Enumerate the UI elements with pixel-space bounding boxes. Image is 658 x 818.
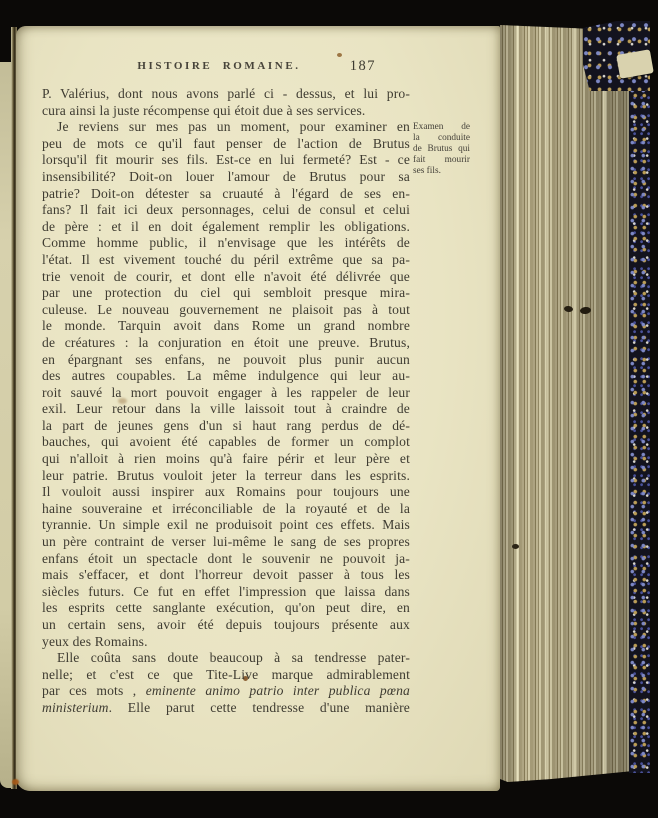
text-line: nelle; et c'est ce que Tite-Live marque admirablement xyxy=(42,666,410,682)
text-line: Il vouloit aussi inspirer aux Romains pour toujours une xyxy=(42,484,410,500)
text-line: la part de jeunes gens d'un si haut rang perdus de dé- xyxy=(42,417,410,433)
margin-note-line: Examen de xyxy=(413,122,470,132)
text-line: lorsqu'il fit mourir ses fils. Est-ce en lui fermeté? Est - ce xyxy=(42,152,410,168)
marbled-cover-paper xyxy=(629,23,650,773)
text-line: des autres coupables. La même indulgence qui leur au- xyxy=(42,368,410,384)
text-line: insensibilité? Doit-on louer l'amour de Brutus pour sa xyxy=(42,168,410,184)
text-line: Je reviens sur mes pas un moment, pour examiner en xyxy=(57,119,410,135)
text-line: exil. Leur retour dans la ville laissoit tout à craindre de xyxy=(42,401,410,417)
stain xyxy=(337,53,342,57)
text-line: leur patrie. Brutus vouloit jeter la terreur dans les esprits. xyxy=(42,467,410,483)
text-line: Comme homme public, il n'envisage que les intérêts de xyxy=(42,235,410,251)
running-title: HISTOIRE ROMAINE. xyxy=(137,60,301,72)
text-line: P. Valérius, dont nous avons parlé ci - dessus, et lui pro- xyxy=(42,86,410,101)
text-line: le monde. Tarquin avoit dans Rome un grand nombre xyxy=(42,318,410,334)
text-line: de père : et il en doit également remplir les obligations. xyxy=(42,218,410,234)
text-line: siècles futurs. Ce fut en effet l'impression que laissa dans xyxy=(42,583,410,599)
margin-note-line: ses fils. xyxy=(413,165,441,176)
text-line: l'état. Il est vivement touché du péril extrême que sa pa- xyxy=(42,251,410,267)
text-line: un certain sens, avoir été depuis toujours présente aux xyxy=(42,617,410,632)
text-line: par ces mots , eminente animo patrio inter publica pœna xyxy=(42,683,410,699)
text-line: mais s'effacer, et dont l'horreur devoit passer à tous les xyxy=(42,567,410,583)
text-line: roit sauvé la mort pouvoit engager à les rappeler de leur xyxy=(42,384,410,400)
text-line: un père contraint de verser lui-même le sang de ses propres xyxy=(42,534,410,550)
text-line: peu de mots ce qu'il faut penser de l'action de Brutus xyxy=(42,135,410,151)
stain xyxy=(12,779,19,785)
text-line: culeuse. Le nouveau gouvernement ne plaisoit pas à tout xyxy=(42,301,410,317)
text-line: en épargnant ses enfans, ne pouvoit plus punir aucun xyxy=(42,351,410,367)
text-line: ministerium. Elle parut cette tendresse d'une manière xyxy=(42,699,410,715)
margin-note-line: la conduite xyxy=(413,132,470,143)
text-line: bauches, qui avoient été capables de former un complot xyxy=(42,434,410,450)
text-line: fans? Il fait ici deux personnages, celui de consul et celui xyxy=(42,202,410,218)
margin-note-line: de Brutus qui xyxy=(413,143,470,154)
text-line: enfans étoit un spectacle dont le souvenir ne pouvoit ja- xyxy=(42,550,410,566)
margin-note xyxy=(413,122,470,177)
text-line: cura ainsi la juste récompense qui étoit due à ses services. xyxy=(42,102,366,118)
running-head xyxy=(42,60,410,78)
text-line: Elle coûta sans doute beaucoup à sa tendresse pater- xyxy=(57,650,410,666)
text-line: trie venoit de courir, et dont elle n'avoit été délivrée que xyxy=(42,268,410,284)
text-line: tyrannie. Un simple exil ne produisoit point ces effets. Mais xyxy=(42,517,410,533)
text-line: qui n'alloit à rien moins qu'à faire périr et leur père et xyxy=(42,451,410,467)
text-line: de créatures : la conjuration en étoit une preuve. Brutus, xyxy=(42,334,410,350)
fore-edge-page-stack xyxy=(500,25,629,782)
margin-note-line: fait mourir xyxy=(413,154,470,165)
worm-hole xyxy=(512,544,519,549)
page-number: 187 xyxy=(349,58,376,74)
text-line: haine souveraine et irréconciliable de la royauté et de la xyxy=(42,500,410,516)
text-line: les esprits cette sanglante exécution, qu'on peut dire, en xyxy=(42,600,410,616)
text-line: yeux des Romains. xyxy=(42,633,148,649)
text-line: patrie? Doit-on détester sa cruauté à l'égard de ses en- xyxy=(42,185,410,201)
body-text xyxy=(42,86,410,717)
text-line: par une protection du ciel qui sembloit presque mira- xyxy=(42,285,410,301)
